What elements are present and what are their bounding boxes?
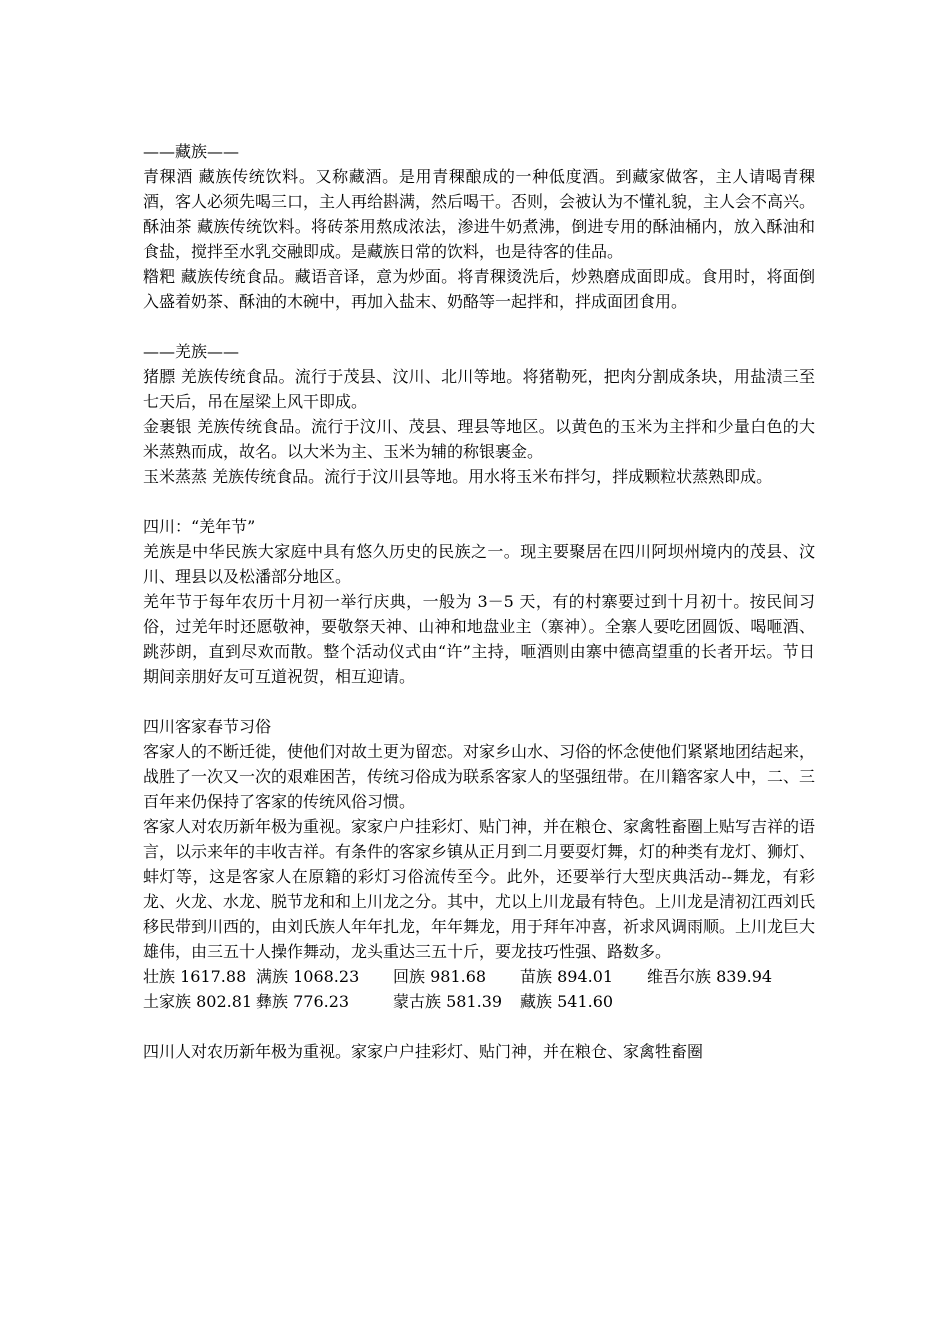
paragraph-hakka-new-year: 客家人对农历新年极为重视。家家户户挂彩灯、贴门神，并在粮仓、家禽牲畜圈上贴写吉祥的语言，以示来年的丰收吉祥。有条件的客家乡镇从正月到二月要耍灯舞，灯的种类有龙灯、狮灯、蚌灯等，这是客家人在原籍的彩灯习俗流传至今。此外，还要举行大型庆典活动--舞龙，有彩龙、火龙、水龙、脱节龙和和上川龙之分。其中，尤以上川龙最有特色。上川龙是清初江西刘氏移民带到川西的，由刘氏族人年年扎龙，年年舞龙，用于拜年冲喜，祈求风调雨顺。上川龙巨大雄伟，由三五十人操作舞动，龙头重达三五十斤，要龙技巧性强、路数多。 bbox=[143, 817, 816, 961]
blank-line bbox=[143, 489, 815, 514]
population-entry: 彝族 776.23 bbox=[256, 992, 350, 1011]
population-entry: 蒙古族 581.39 bbox=[393, 992, 503, 1011]
section-heading-hakka: 四川客家春节习俗 bbox=[143, 717, 272, 736]
paragraph-butter-tea: 酥油茶 藏族传统饮料。将砖茶用熬成浓法，渗进牛奶煮沸，倒进专用的酥油桶内，放入酥油和食盐，搅拌至水乳交融即成。是藏族日常的饮料，也是待客的佳品。 bbox=[143, 217, 815, 261]
population-entry: 维吾尔族 839.94 bbox=[647, 967, 773, 986]
population-entry: 壮族 1617.88 bbox=[143, 967, 247, 986]
section-heading-qiang: ——羌族—— bbox=[143, 342, 240, 361]
section-heading-tibetan: ——藏族—— bbox=[143, 142, 240, 161]
paragraph-corn-steamed: 玉米蒸蒸 羌族传统食品。流行于汶川县等地。用水将玉米布拌匀，拌成颗粒状蒸熟即成。 bbox=[143, 467, 773, 486]
population-entry: 土家族 802.81 bbox=[143, 992, 253, 1011]
paragraph-qiang-people: 羌族是中华民族大家庭中具有悠久历史的民族之一。现主要聚居在四川阿坝州境内的茂县、汶川、理县以及松潘部分地区。 bbox=[143, 542, 815, 586]
paragraph-sichuan-new-year: 四川人对农历新年极为重视。家家户户挂彩灯、贴门神，并在粮仓、家禽牲畜圈 bbox=[143, 1042, 704, 1061]
population-entry: 藏族 541.60 bbox=[520, 992, 614, 1011]
population-entry: 回族 981.68 bbox=[393, 967, 487, 986]
blank-line bbox=[143, 1014, 815, 1039]
blank-line bbox=[143, 689, 815, 714]
paragraph-qingke-wine: 青稞酒 藏族传统饮料。又称藏酒。是用青稞酿成的一种低度酒。到藏家做客，主人请喝青稞酒，客人必须先喝三口，主人再给斟满，然后喝干。否则，会被认为不懂礼貌，主人会不高兴。 bbox=[143, 167, 816, 211]
population-entry: 满族 1068.23 bbox=[256, 967, 360, 986]
paragraph-pork-fat: 猪膘 羌族传统食品。流行于茂县、汶川、北川等地。将猪勒死，把肉分割成条块，用盐渍三至七天后，吊在屋梁上风干即成。 bbox=[143, 367, 815, 411]
paragraph-jin-guo-yin: 金裹银 羌族传统食品。流行于汶川、茂县、理县等地区。以黄色的玉米为主拌和少量白色的大米蒸熟而成，故名。以大米为主、玉米为辅的称银裹金。 bbox=[143, 417, 815, 461]
blank-line bbox=[143, 314, 815, 339]
document-body bbox=[143, 139, 815, 1064]
section-heading-qiang-new-year: 四川：“羌年节” bbox=[143, 517, 256, 536]
population-row-2 bbox=[143, 989, 815, 1014]
paragraph-qiang-festival: 羌年节于每年农历十月初一举行庆典，一般为 3－5 天，有的村寨要过到十月初十。按民间习俗，过羌年时还愿敬神，要敬祭天神、山神和地盘业主（寨神）。全寨人要吃团圆饭、喝咂酒、跳莎朗，直到尽欢而散。整个活动仪式由“许”主持，咂酒则由寨中德高望重的长者开坛。节日期间亲朋好友可互道祝贺，相互迎请。 bbox=[143, 592, 815, 686]
population-entry: 苗族 894.01 bbox=[520, 967, 614, 986]
paragraph-hakka-migration: 客家人的不断迁徙，使他们对故土更为留恋。对家乡山水、习俗的怀念使他们紧紧地团结起来，战胜了一次又一次的艰难困苦，传统习俗成为联系客家人的坚强纽带。在川籍客家人中，二、三百年来仍保持了客家的传统风俗习惯。 bbox=[143, 742, 816, 811]
population-row-1 bbox=[143, 964, 815, 989]
paragraph-tsampa: 糌粑 藏族传统食品。藏语音译，意为炒面。将青稞烫洗后，炒熟磨成面即成。食用时，将面倒入盛着奶茶、酥油的木碗中，再加入盐末、奶酪等一起拌和，拌成面团食用。 bbox=[143, 267, 815, 311]
